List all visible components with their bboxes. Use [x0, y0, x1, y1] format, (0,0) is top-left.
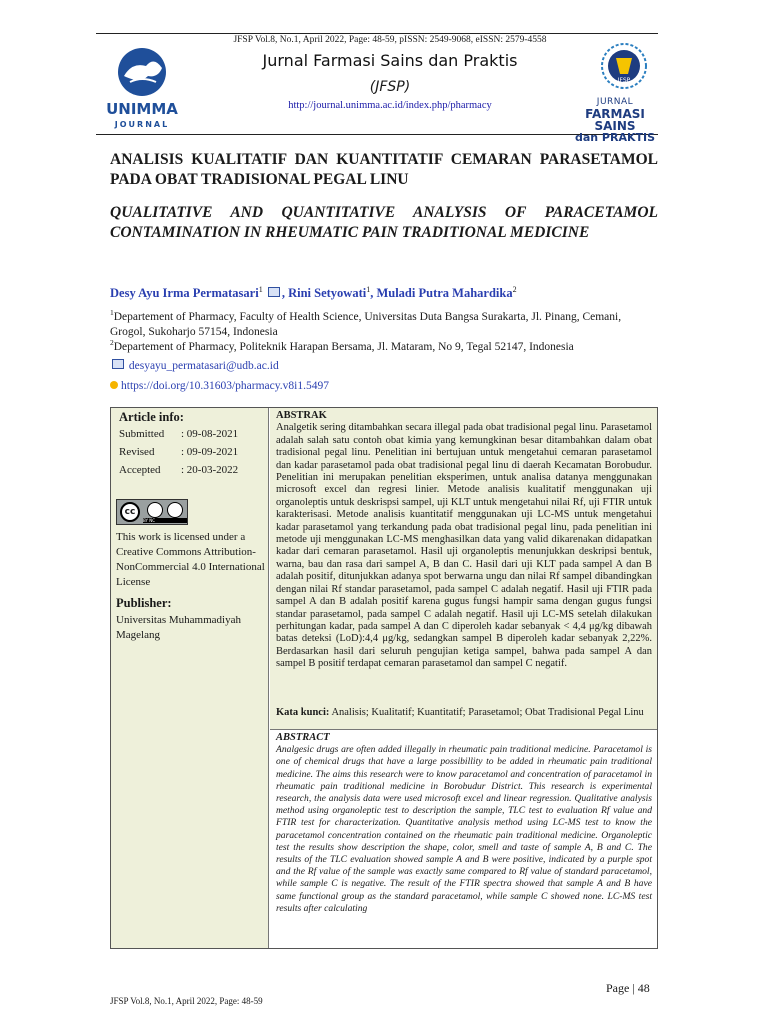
abstract-text: Analgesic drugs are often added illegally in rheumatic pain traditional medicine. Paracetamol is one of chemical drugs that have a large possibillity to be added in rheumatic pain traditional medicine. The aims this research were to know paracetamol and concentration of paracetamol in rheumatic pain traditional medicine in Borobudur District. This research is experimental research, the analysis data were used microsoft excel and linear regression. Qualitative analysis method using organoleptic test to description the sample, TLC test to evaluation Rf value and FTIR test for characterization. Quantitative analysis method using LC-MS test to know the paracetamol concentration contained on the rheumatic pain traditional medicine. Organoleptic test the results show description the shape, color, smell and taste of sample A, B and C. The results of the TLC evaluation showed sample A and B were positive, indicated by a purple spot and the Rf value of the sample was exactly same compared to Rf value of standard paracetamol, while sample C is negative. The result of the FTIR spectra showed that sample A and B have same functional group as the standard paracetamol, while sample C showed none. LC-MS test results after calculating	[276, 744, 652, 914]
jfsp-logo-line3: dan PRAKTIS	[574, 131, 656, 144]
date-row	[119, 425, 238, 443]
affiliation-text: Departement of Pharmacy, Faculty of Health Science, Universitas Duta Bangsa Surakarta, Jl. Pinang, Cemani, Grogol, Sukoharjo 57154, Indonesia	[110, 310, 622, 338]
page-number: Page | 48	[606, 981, 650, 995]
header-top-rule	[96, 33, 658, 34]
abstract-heading: ABSTRACT	[276, 732, 330, 743]
date-label: Accepted	[119, 464, 161, 476]
footer-citation: JFSP Vol.8, No.1, April 2022, Page: 48-59	[110, 996, 263, 1006]
journal-name: Jurnal Farmasi Sains dan Praktis	[262, 51, 518, 70]
email-icon	[112, 359, 124, 369]
abstrak-body	[276, 410, 652, 671]
cc-nc-icon	[167, 502, 183, 518]
journal-abbreviation: (JFSP)	[369, 79, 411, 95]
doi-icon	[110, 381, 118, 389]
jfsp-logo-line1: JURNAL	[596, 97, 634, 107]
corresponding-email	[110, 359, 279, 372]
author-affiliation-mark: 1	[258, 285, 263, 294]
affiliation-number: 1	[110, 308, 114, 317]
keywords-indonesian	[276, 707, 652, 719]
date-row	[119, 461, 238, 479]
article-title-indonesian: ANALISIS KUALITATIF DAN KUANTITATIF CEMARAN PARASETAMOL PADA OBAT TRADISIONAL PEGAL LINU	[110, 151, 658, 188]
abstrak-text: Analgetik sering ditambahkan secara illegal pada obat tradisional pegal linu. Parasetamol adalah salah satu contoh obat kimia yang kemungkinan besar ditambahkan dalam obat tradisional pegal linu. Penelitian ini bertujuan untuk mengetahui cemaran parasetamol dan kadar parasetamol pada obat tradisional pegal linu di daerah Kecamatan Borobudur. Penelitian ini merupakan penelitian eksperimen, untuk analisa datanya menggunakan microsoft excel dan regresi linier. Metode analisis kualitatif menggunakan uji organoleptis untuk deskrispsi sampel, uji KLT untuk mengetahui nilai Rf, uji FTIR untuk karakterisasi. Metode analisis kuantitatif menggunakan uji LC-MS untuk mengetahui kadar parasetamol yang terkandung pada obat tradisional pegal linu, pada penelitian ini metode uji menggunakan LC-MS menghasilkan data yang valid dikarenakan didapatkan kadar dari cemaran parasetamol. Hasil uji organoleptis menunjukkan deskripsi bentuk, warna, bau dan rasa dari sampel A, B dan C. Hasil dari uji KLT pada sampel A dan B adalah positif, ditunjukkan adanya spot berwarna ungu dan nilai Rf sampel dibandingkan dengan nilai Rf standar parasetamol, pada sampel C adalah negatif. Hasil uji FTIR pada sampel A dan B adalah positif karena gugus fungsi hampir sama dengan gugus fungsi standar parasetamol, pada sampel C adalah negatif. Hasil uji LC-MS setelah dilakukan perhitungan kadar, pada sampel A dan C diperoleh kadar sebanyak < 4,4 μg/kg dibawah batas deteksi (LoD):4,4 μg/kg, sedangkan sampel B diperoleh kadar sebanyak 2,22%. Berdasarkan hasil dari seluruh pengujian ketiga sampel, bahwa pada sampel A dan sampel B positif terdapat cemaran parasetamol dan sampel C negatif.	[276, 422, 652, 670]
doi-link[interactable]: https://doi.org/10.31603/pharmacy.v8i1.5497	[121, 380, 329, 392]
author-name[interactable]: Rini Setyowati	[288, 286, 367, 301]
cc-by-icon	[147, 502, 163, 518]
doi-line	[110, 380, 329, 392]
publisher-title: Publisher:	[116, 596, 172, 610]
unimma-logo-text: UNIMMA	[106, 100, 178, 118]
date-row	[119, 443, 238, 461]
journal-citation-line: JFSP Vol.8, No.1, April 2022, Page: 48-59, pISSN: 2549-9068, eISSN: 2579-4558	[233, 35, 547, 45]
unimma-logo-subtext: JOURNAL	[114, 120, 170, 129]
keywords-label: Kata kunci:	[276, 707, 330, 718]
jfsp-logo-line2: FARMASI SAINS	[585, 107, 645, 133]
email-icon[interactable]	[268, 287, 280, 297]
date-value: : 09-09-2021	[181, 446, 239, 458]
affiliation-number: 2	[110, 338, 114, 347]
creative-commons-badge-icon[interactable]	[116, 499, 188, 525]
affiliation-2	[110, 335, 658, 355]
publisher-name: Universitas Muhammadiyah Magelang	[116, 614, 241, 641]
abstrak-heading: ABSTRAK	[276, 410, 327, 421]
author-list: Desy Ayu Irma Permatasari$^1$ , Rini Setyowati$^1$, Muladi Putra Mahardika$^2$	[110, 285, 517, 301]
author-affiliation-mark: 1	[366, 285, 371, 294]
author-name[interactable]: Muladi Putra Mahardika	[376, 286, 513, 301]
article-title-english: QUALITATIVE AND QUANTITATIVE ANALYSIS OF PARACETAMOL CONTAMINATION IN RHEUMATIC PAIN TRADITIONAL MEDICINE	[110, 204, 658, 241]
journal-url-link[interactable]: http://journal.unimma.ac.id/index.php/pharmacy	[288, 100, 492, 111]
date-label: Submitted	[119, 428, 165, 440]
date-value: : 09-08-2021	[181, 428, 239, 440]
jfsp-logo-text	[566, 96, 664, 144]
email-link[interactable]: desyayu_permatasari@udb.ac.id	[128, 360, 279, 372]
abstract-body	[276, 732, 652, 915]
author-name[interactable]: Desy Ayu Irma Permatasari	[110, 286, 259, 301]
date-value: : 20-03-2022	[181, 464, 239, 476]
jfsp-logo-badge: JFSP	[617, 77, 631, 84]
cc-badge-label: BY NC	[143, 518, 187, 523]
unimma-journal-logo-icon	[96, 42, 188, 130]
author-affiliation-mark: 2	[512, 285, 517, 294]
article-info-title: Article info:	[119, 410, 184, 424]
article-dates	[119, 425, 238, 479]
date-label: Revised	[119, 446, 155, 458]
cc-icon: cc	[120, 502, 140, 522]
affiliation-text: Departement of Pharmacy, Politeknik Harapan Bersama, Jl. Mataram, No 9, Tegal 52147, Indonesia	[113, 340, 574, 353]
license-text: This work is licensed under a Creative Commons Attribution-NonCommercial 4.0 International License	[116, 531, 265, 588]
keywords-text: Analisis; Kualitatif; Kuantitatif; Parasetamol; Obat Tradisional Pegal Linu	[331, 707, 644, 718]
